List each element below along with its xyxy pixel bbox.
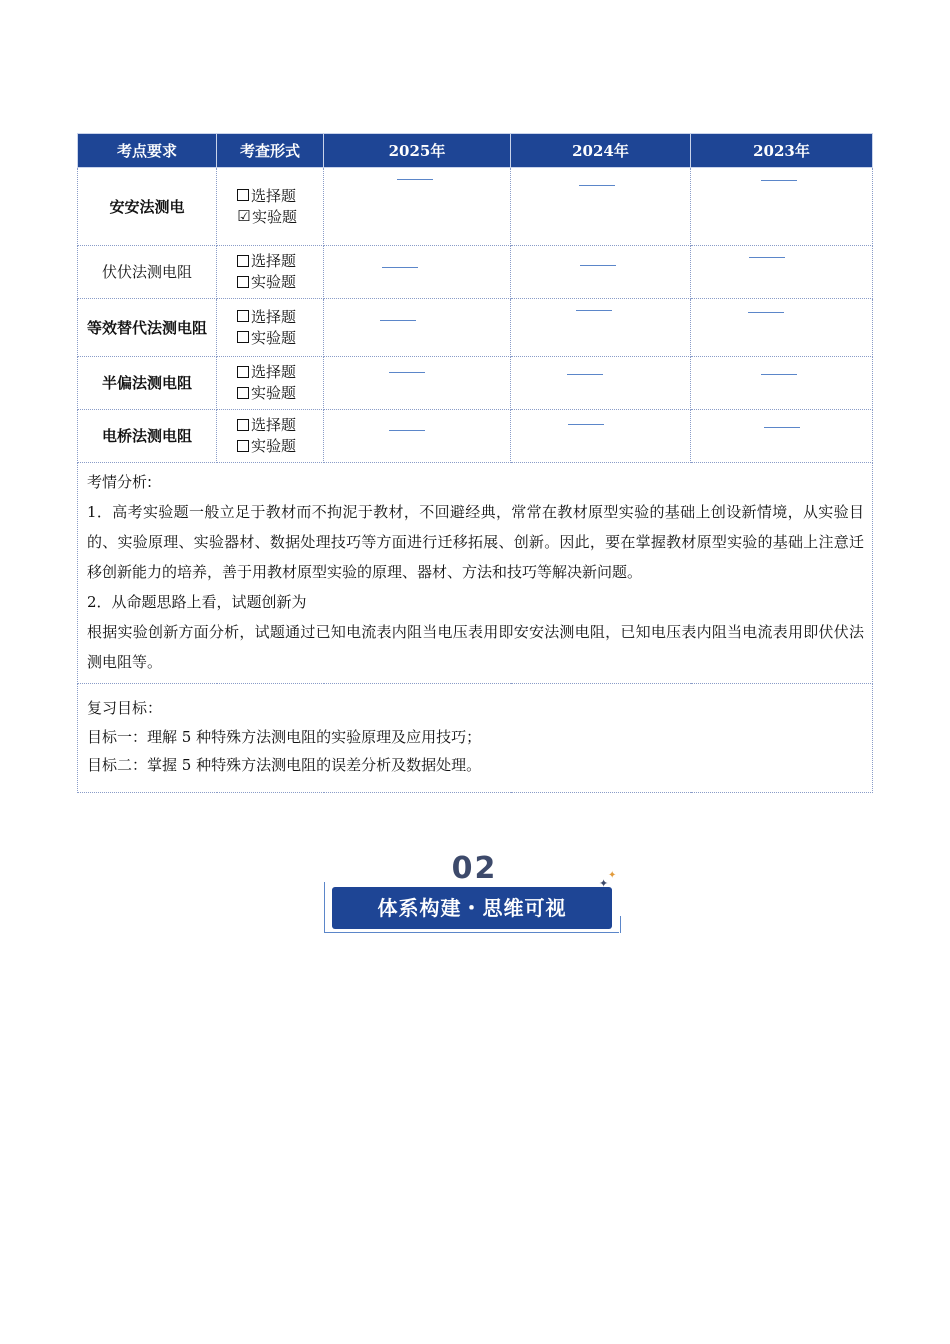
row-name: 伏伏法测电阻 bbox=[78, 246, 217, 299]
year-cell-2024 bbox=[511, 357, 691, 410]
analysis-paragraph-3: 根据实验创新方面分析，试题通过已知电流表内阻当电压表用即安安法测电阻，已知电压表内阻当电流表用即伏伏法测电阻等。 bbox=[87, 623, 864, 671]
year-cell-2023 bbox=[691, 357, 873, 410]
answer-blank bbox=[764, 427, 800, 428]
analysis-paragraph-1: 1．高考实验题一般立足于教材而不拘泥于教材，不回避经典，常常在教材原型实验的基础上创设新情境，从实验目的、实验原理、实验器材、数据处理技巧等方面进行迁移拓展、创新。因此，要在掌握教材原型实验的基础上注意迁移创新能力的培养，善于用教材原型实验的原理、器材、方法和技巧等解决新问题。 bbox=[87, 503, 864, 581]
checkbox-icon bbox=[237, 276, 249, 288]
analysis-heading: 考情分析: bbox=[87, 473, 153, 491]
analysis-cell bbox=[78, 463, 873, 684]
table-row bbox=[78, 357, 873, 410]
answer-blank bbox=[389, 372, 425, 373]
banner-frame-corner bbox=[612, 916, 621, 933]
year-cell-2025 bbox=[324, 410, 511, 463]
goals-cell bbox=[78, 684, 873, 793]
option-label: 选择题 bbox=[251, 363, 297, 381]
question-types bbox=[217, 246, 324, 299]
year-cell-2024 bbox=[511, 246, 691, 299]
header-2023: 2023年 bbox=[691, 134, 873, 168]
table-row bbox=[78, 246, 873, 299]
answer-blank bbox=[568, 424, 604, 425]
table-header-row bbox=[78, 134, 873, 168]
answer-blank bbox=[389, 430, 425, 431]
question-types bbox=[217, 410, 324, 463]
question-types bbox=[217, 168, 324, 246]
analysis-row bbox=[78, 463, 873, 684]
year-cell-2025 bbox=[324, 299, 511, 357]
section-banner bbox=[322, 850, 627, 940]
option-label: 选择题 bbox=[251, 252, 297, 270]
checkbox-icon bbox=[237, 189, 249, 201]
option-label: 实验题 bbox=[251, 437, 297, 455]
exam-table bbox=[77, 133, 873, 793]
table-row bbox=[78, 299, 873, 357]
option-experiment bbox=[237, 207, 323, 228]
answer-blank bbox=[748, 312, 784, 313]
option-choice bbox=[237, 415, 323, 436]
option-choice bbox=[237, 251, 323, 272]
row-name: 安安法测电 bbox=[78, 168, 217, 246]
option-label: 实验题 bbox=[251, 328, 297, 347]
option-experiment bbox=[237, 328, 323, 349]
year-cell-2023 bbox=[691, 246, 873, 299]
goals-row bbox=[78, 684, 873, 793]
year-cell-2024 bbox=[511, 410, 691, 463]
checkbox-icon bbox=[237, 387, 249, 399]
option-label: 选择题 bbox=[251, 307, 297, 326]
option-label: 实验题 bbox=[252, 207, 298, 226]
sparkle-icon: ✦ bbox=[599, 877, 609, 890]
header-2024: 2024年 bbox=[511, 134, 691, 168]
answer-blank bbox=[761, 374, 797, 375]
section-title: 体系构建・思维可视 bbox=[377, 896, 567, 920]
question-types bbox=[217, 299, 324, 357]
table-row bbox=[78, 410, 873, 463]
header-form: 考查形式 bbox=[217, 134, 324, 168]
question-types bbox=[217, 357, 324, 410]
year-cell-2025 bbox=[324, 246, 511, 299]
section-number: 02 bbox=[451, 851, 498, 886]
sparkle-icon: ✦ bbox=[608, 870, 617, 881]
year-cell-2024 bbox=[511, 168, 691, 246]
header-requirement: 考点要求 bbox=[78, 134, 217, 168]
option-label: 实验题 bbox=[251, 273, 297, 291]
goal-2: 目标二：掌握 5 种特殊方法测电阻的误差分析及数据处理。 bbox=[87, 756, 482, 774]
answer-blank bbox=[576, 310, 612, 311]
checkbox-icon bbox=[237, 440, 249, 452]
row-name: 等效替代法测电阻 bbox=[78, 299, 217, 357]
year-cell-2023 bbox=[691, 299, 873, 357]
answer-blank bbox=[567, 374, 603, 375]
year-cell-2023 bbox=[691, 410, 873, 463]
checkbox-icon bbox=[237, 255, 249, 267]
row-name: 电桥法测电阻 bbox=[78, 410, 217, 463]
year-cell-2025 bbox=[324, 357, 511, 410]
header-2025: 2025年 bbox=[324, 134, 511, 168]
option-experiment bbox=[237, 436, 323, 457]
section-title-bar bbox=[332, 887, 612, 929]
goals-heading: 复习目标： bbox=[87, 699, 163, 717]
option-choice bbox=[237, 186, 323, 207]
option-choice bbox=[237, 362, 323, 383]
analysis-paragraph-2: 2．从命题思路上看，试题创新为 bbox=[87, 593, 307, 611]
checkbox-icon bbox=[237, 331, 249, 343]
year-cell-2024 bbox=[511, 299, 691, 357]
answer-blank bbox=[382, 267, 418, 268]
table-row bbox=[78, 168, 873, 246]
answer-blank bbox=[749, 257, 785, 258]
option-choice bbox=[237, 307, 323, 328]
checked-checkbox-icon: ☑ bbox=[237, 207, 251, 225]
answer-blank bbox=[579, 185, 615, 186]
goal-1: 目标一：理解 5 种特殊方法测电阻的实验原理及应用技巧； bbox=[87, 727, 482, 746]
answer-blank bbox=[761, 180, 797, 181]
year-cell-2023 bbox=[691, 168, 873, 246]
answer-blank bbox=[580, 265, 616, 266]
option-experiment bbox=[237, 383, 323, 404]
checkbox-icon bbox=[237, 419, 249, 431]
option-label: 实验题 bbox=[251, 384, 297, 402]
checkbox-icon bbox=[237, 310, 249, 322]
checkbox-icon bbox=[237, 366, 249, 378]
answer-blank bbox=[380, 320, 416, 321]
option-experiment bbox=[237, 272, 323, 293]
option-label: 选择题 bbox=[251, 186, 297, 205]
answer-blank bbox=[397, 179, 433, 180]
row-name: 半偏法测电阻 bbox=[78, 357, 217, 410]
year-cell-2025 bbox=[324, 168, 511, 246]
option-label: 选择题 bbox=[251, 416, 297, 434]
